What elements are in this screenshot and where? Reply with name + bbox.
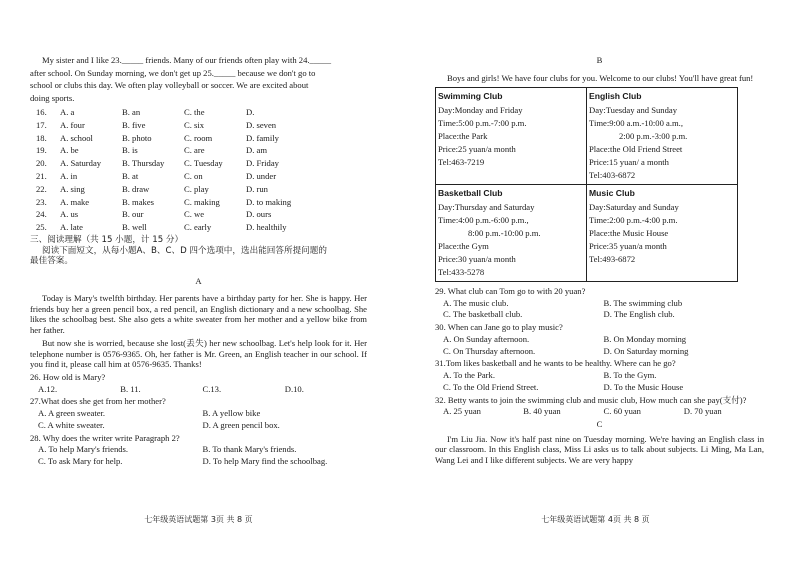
option-a[interactable]: A. school (60, 132, 93, 143)
option-a[interactable]: A. The music club. (443, 297, 509, 308)
club-detail: Time:4:00 p.m.-6:00 p.m., (438, 214, 529, 225)
question-number: 25. (36, 222, 47, 233)
cloze-option-row (30, 183, 367, 196)
club-detail: Day:Tuesday and Sunday (589, 105, 678, 116)
club-detail: Tel:403-6872 (589, 170, 636, 181)
option-b[interactable]: B. 11. (120, 383, 141, 394)
question-26: 26. How old is Mary? (30, 371, 106, 382)
club-title: Basketball Club (438, 188, 503, 199)
section-instructions: 阅读下面短文，从每小题A、B、C、D 四个选项中，选出能回答所提问题的 (42, 245, 327, 256)
passage-c-paragraph: I'm Liu Jia. Now it's half past nine on Tuesday morning. We're having an English class in our classroom. In this English class, Miss Li asks us to talk about subjects. Li Ming, Ma Lan, Wang Lei and I like different subjects. We are very happy (435, 433, 764, 466)
club-detail: Time:2:00 p.m.-4:00 p.m. (589, 214, 678, 225)
option-d[interactable]: D. To help Mary find the schoolbag. (202, 456, 328, 467)
option-d[interactable]: D. family (246, 132, 279, 143)
club-detail: Day:Saturday and Sunday (589, 201, 679, 212)
option-c[interactable]: C. A white sweater. (38, 419, 105, 430)
option-c[interactable]: C. we (184, 209, 205, 220)
club-cell-swimming (436, 88, 587, 185)
club-detail: 2:00 p.m.-3:00 p.m. (619, 131, 688, 142)
cloze-option-row (30, 157, 367, 170)
club-cell-music (587, 185, 738, 282)
option-c[interactable]: C. are (184, 145, 205, 156)
club-detail: Place:the Old Friend Street (589, 144, 683, 155)
club-detail: Day:Thursday and Saturday (438, 201, 535, 212)
option-b[interactable]: B. is (122, 145, 138, 156)
cloze-option-row (30, 132, 367, 145)
option-c[interactable]: C. To the Old Friend Street. (443, 381, 539, 392)
option-a[interactable]: A. us (60, 209, 79, 220)
option-d[interactable]: D. under (246, 170, 277, 181)
option-a[interactable]: A. On Sunday afternoon. (443, 333, 530, 344)
option-a[interactable]: A. A green sweater. (38, 408, 106, 419)
passage-a-paragraph: But now she is worried, because she lost(丢失) her new schoolbag. Let's help look for it. Her telephone number is 0576-9365. Oh, her father is Mr. Green, an English teacher in our school. If you find it, please call him at 0576-9635. Thanks! (30, 337, 367, 370)
question-32-options (435, 406, 764, 417)
cloze-option-row (30, 119, 367, 132)
option-d[interactable]: D. To the Music House (603, 381, 684, 392)
option-c[interactable]: C. six (184, 119, 205, 130)
question-31-options (435, 370, 764, 392)
option-b[interactable]: B. 40 yuan (523, 406, 561, 417)
option-d[interactable]: D. healthily (246, 222, 287, 233)
passage-b-label: B (596, 55, 603, 65)
option-b[interactable]: B. A yellow bike (202, 408, 261, 419)
club-title: Swimming Club (438, 91, 503, 102)
option-d[interactable]: D. (246, 106, 255, 117)
option-b[interactable]: B. our (122, 209, 144, 220)
option-c[interactable]: C. early (184, 222, 212, 233)
club-detail: Price:30 yuan/a month (438, 253, 516, 264)
option-b[interactable]: B. To thank Mary's friends. (202, 444, 297, 455)
option-a[interactable]: A. To help Mary's friends. (38, 444, 129, 455)
club-detail: Tel:463-7219 (438, 157, 485, 168)
option-b[interactable]: B. On Monday morning (603, 333, 687, 344)
club-title: Music Club (589, 188, 635, 199)
option-d[interactable]: D. A green pencil box. (202, 419, 280, 430)
question-28: 28. Why does the writer write Paragraph 2? (30, 432, 180, 443)
option-d[interactable]: D. am (246, 145, 268, 156)
option-c[interactable]: C. 60 yuan (603, 406, 641, 417)
option-c[interactable]: C. making (184, 196, 220, 207)
cloze-passage (30, 55, 367, 104)
cloze-option-row (30, 221, 367, 234)
passage-c-label: C (596, 419, 603, 430)
question-26-options (30, 384, 367, 395)
option-b[interactable]: B. an (122, 106, 141, 117)
page-footer: 七年级英语试题第 3页 共 8 页 (144, 515, 253, 524)
option-b[interactable]: B. Thursday (122, 158, 165, 169)
cloze-option-row (30, 196, 367, 209)
option-c[interactable]: C. play (184, 183, 209, 194)
question-number: 20. (36, 158, 47, 169)
option-b[interactable]: B. makes (122, 196, 154, 207)
option-b[interactable]: B. at (122, 170, 139, 181)
option-b[interactable]: B. draw (122, 183, 150, 194)
cloze-option-row (30, 170, 367, 183)
question-number: 16. (36, 106, 47, 117)
club-detail: Price:35 yuan/a month (589, 240, 667, 251)
option-a[interactable]: A. a (60, 106, 75, 117)
option-a[interactable]: A. 25 yuan (443, 406, 481, 417)
option-c[interactable]: C.13. (202, 383, 222, 394)
option-a[interactable]: A. four (60, 119, 85, 130)
question-number: 21. (36, 170, 47, 181)
club-detail: Price:15 yuan/ a month (589, 157, 669, 168)
question-number: 23. (36, 196, 47, 207)
cloze-option-row (30, 208, 367, 221)
cloze-line: My sister and I like 23._____ friends. Many of our friends often play with 24._____ (42, 55, 332, 65)
option-d[interactable]: D. Friday (246, 158, 279, 169)
question-32: 32. Betty wants to join the swimming club and music club, How much can she pay(支付)? (435, 394, 747, 405)
cloze-option-row (30, 144, 367, 157)
question-28-options (30, 444, 367, 466)
club-cell-basketball (436, 185, 587, 282)
question-number: 18. (36, 132, 47, 143)
option-a[interactable]: A.12. (38, 383, 58, 394)
question-29: 29. What club can Tom go to with 20 yuan? (435, 285, 586, 296)
club-detail: Tel:433-5278 (438, 266, 485, 277)
option-c[interactable]: C. The basketball club. (443, 309, 523, 320)
option-a[interactable]: A. late (60, 222, 83, 233)
club-detail: Tel:493-6872 (589, 253, 636, 264)
section-instructions-cont: 最佳答案。 (30, 256, 73, 267)
option-a[interactable]: A. To the Park. (443, 370, 495, 381)
option-b[interactable]: B. well (122, 222, 147, 233)
option-d[interactable]: D. The English club. (603, 309, 675, 320)
club-detail: Day:Monday and Friday (438, 105, 523, 116)
question-30: 30. When can Jane go to play music? (435, 322, 563, 333)
option-d[interactable]: D. to making (246, 196, 292, 207)
passage-a-paragraph: Today is Mary's twelfth birthday. Her parents have a birthday party for her. She is happy. Her friends buy her a green pencil box, a red pencil, an English dictionary and a new schoolbag. She likes the schoolbag best. She also gets a white sweater from her mother and a yellow bike from her father. (30, 292, 367, 336)
option-c[interactable]: C. On Thursday afternoon. (443, 345, 536, 356)
question-number: 19. (36, 145, 47, 156)
option-b[interactable]: B. To the Gym. (603, 370, 657, 381)
club-detail: Price:25 yuan/a month (438, 144, 516, 155)
option-d[interactable]: D. seven (246, 119, 277, 130)
club-detail: Time:5:00 p.m.-7:00 p.m. (438, 118, 527, 129)
passage-b-intro: Boys and girls! We have four clubs for you. Welcome to our clubs! You'll have great fun! (447, 72, 754, 83)
option-a[interactable]: A. make (60, 196, 90, 207)
right-page (397, 0, 794, 561)
question-27-options (30, 408, 367, 430)
option-c[interactable]: C. To ask Mary for help. (38, 456, 123, 467)
option-d[interactable]: D. run (246, 183, 268, 194)
option-b[interactable]: B. five (122, 119, 146, 130)
cloze-line: doing sports. (30, 93, 75, 104)
question-number: 22. (36, 183, 47, 194)
passage-a-label: A (195, 276, 202, 287)
question-30-options (435, 334, 764, 356)
question-29-options (435, 298, 764, 320)
option-d[interactable]: D. 70 yuan (683, 406, 722, 417)
option-d[interactable]: D.10. (284, 383, 304, 394)
club-detail: Time:9:00 a.m.-10:00 a.m., (589, 118, 683, 129)
option-c[interactable]: C. room (184, 132, 213, 143)
club-detail: Place:the Music House (589, 227, 669, 238)
option-b[interactable]: B. The swimming club (603, 297, 683, 308)
club-detail: 8:00 p.m.-10:00 p.m. (468, 227, 541, 238)
question-31: 31.Tom likes basketball and he wants to be healthy. Where can he go? (435, 358, 676, 369)
option-a[interactable]: A. Saturday (60, 158, 102, 169)
cloze-line: school or clubs this day. We often play volleyball or soccer. We are excited about (30, 80, 309, 91)
club-detail: Place:the Gym (438, 240, 489, 251)
cloze-line: after school. On Sunday morning, we don't get up 25._____ because we don't go to (30, 67, 316, 78)
option-c[interactable]: C. Tuesday (184, 158, 223, 169)
page-footer: 七年级英语试题第 4页 共 8 页 (541, 515, 650, 524)
club-cell-english (587, 88, 738, 185)
option-d[interactable]: D. ours (246, 209, 272, 220)
option-c[interactable]: C. on (184, 170, 203, 181)
question-number: 17. (36, 119, 47, 130)
cloze-option-row (30, 106, 367, 119)
club-detail: Place:the Park (438, 131, 488, 142)
question-27: 27.What does she get from her mother? (30, 396, 166, 407)
option-b[interactable]: B. photo (122, 132, 152, 143)
question-number: 24. (36, 209, 47, 220)
club-title: English Club (589, 91, 642, 102)
option-d[interactable]: D. On Saturday morning (603, 345, 689, 356)
option-a[interactable]: A. be (60, 145, 79, 156)
section-title: 三、阅读理解（共 15 小题，计 15 分） (30, 234, 184, 245)
option-a[interactable]: A. in (60, 170, 78, 181)
cloze-options (30, 106, 367, 234)
club-table (435, 87, 738, 281)
option-c[interactable]: C. the (184, 106, 205, 117)
option-a[interactable]: A. sing (60, 183, 85, 194)
